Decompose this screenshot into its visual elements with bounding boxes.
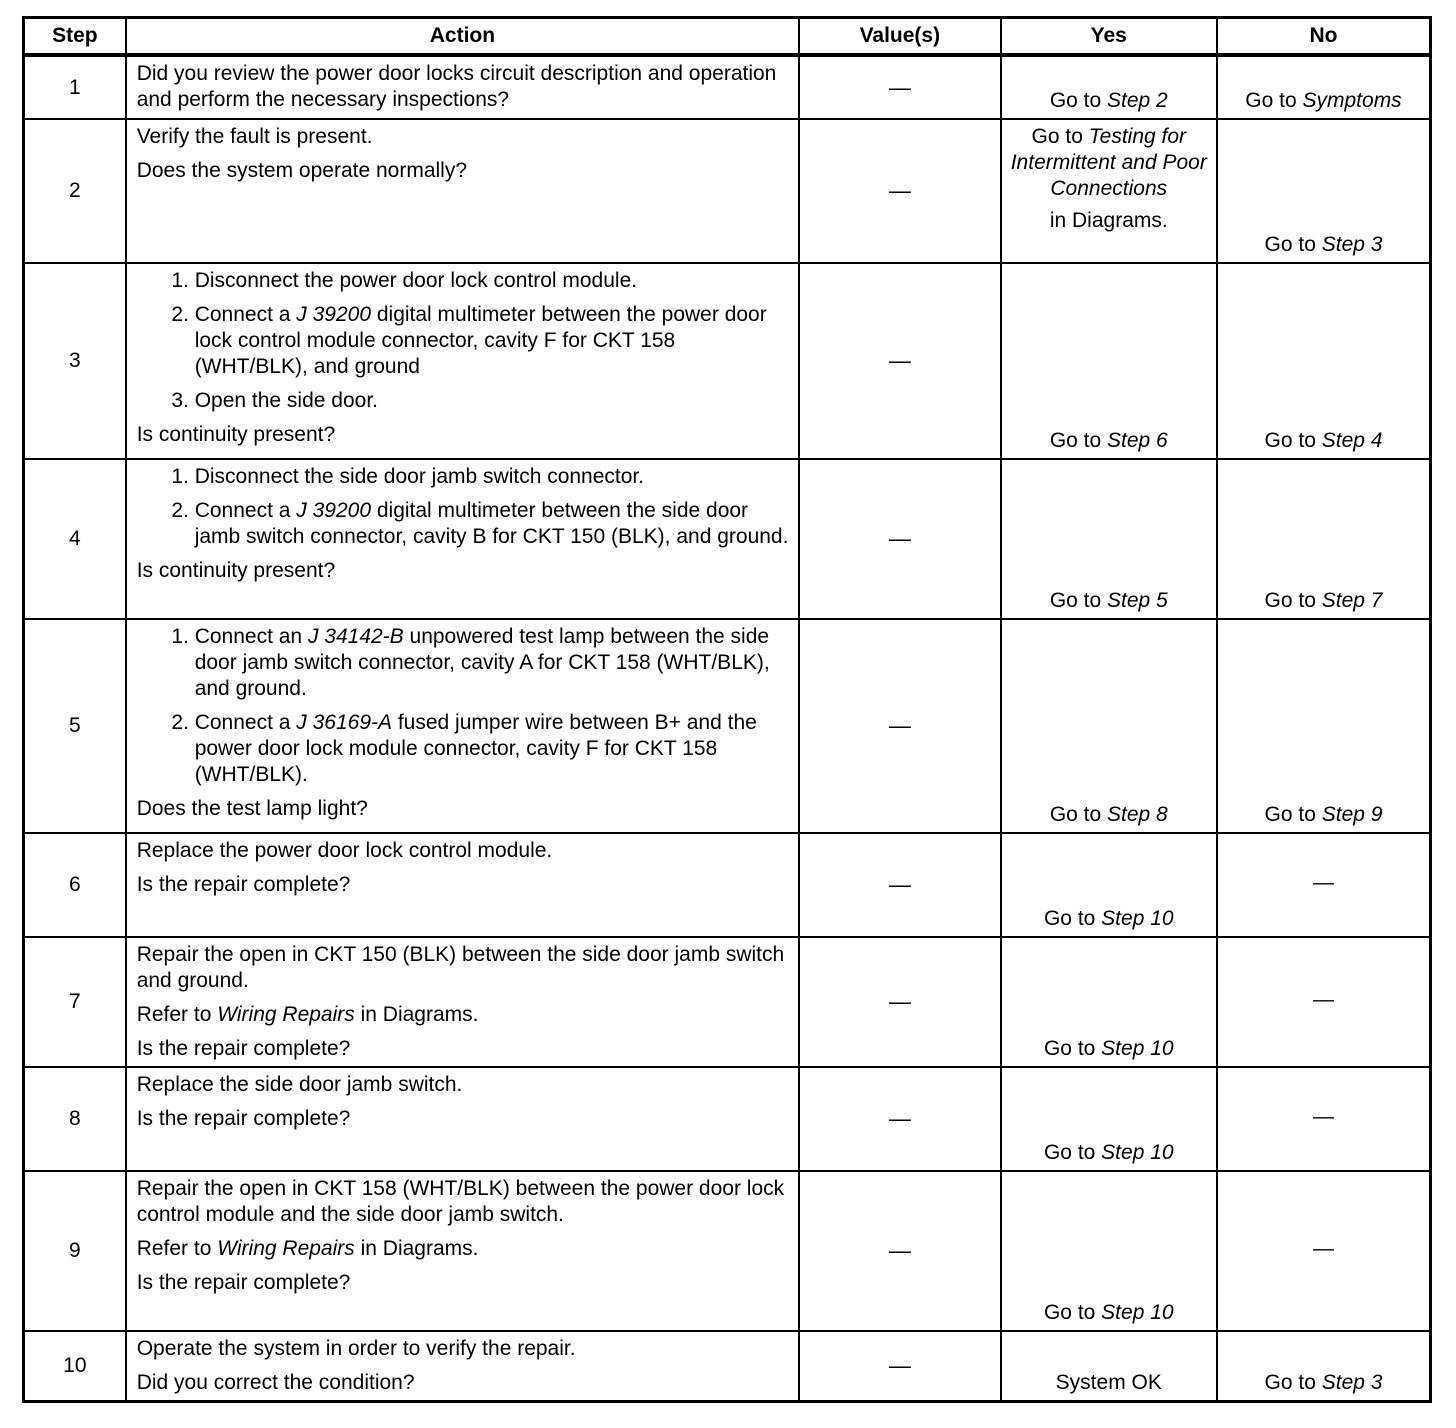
- table-row: [24, 459, 1431, 619]
- text-pre: Go to: [1049, 429, 1108, 452]
- value-cell: —: [799, 55, 1000, 119]
- no-cell: [1217, 263, 1431, 459]
- reference-text: Step 8: [1107, 803, 1168, 826]
- reference-text: Step 10: [1101, 907, 1174, 930]
- value-cell: —: [799, 619, 1000, 833]
- yes-cell: [1001, 55, 1217, 119]
- yes-cell: [1001, 619, 1217, 833]
- action-paragraph: [137, 838, 790, 864]
- text-post: in Diagrams.: [354, 1003, 479, 1026]
- action-step-item: [195, 498, 790, 550]
- action-cell: [126, 1067, 799, 1171]
- reference-text: Step 10: [1101, 1301, 1174, 1324]
- action-cell: [126, 1331, 799, 1402]
- step-number: 3: [24, 263, 126, 459]
- action-paragraph: [137, 1370, 790, 1396]
- reference-text: J 36169-A: [296, 711, 393, 734]
- text: Does the test lamp light?: [136, 797, 368, 820]
- action-paragraph: [137, 1106, 790, 1132]
- yes-cell: [1001, 833, 1217, 937]
- yes-cell: [1001, 119, 1217, 263]
- text-post: in Diagrams.: [354, 1237, 479, 1260]
- text-pre: Go to: [1031, 125, 1089, 148]
- action-step-item: [195, 710, 790, 788]
- action-paragraph: [137, 1002, 790, 1028]
- text: System OK: [1055, 1371, 1162, 1394]
- text-pre: Go to: [1245, 89, 1303, 112]
- action-cell: [126, 833, 799, 937]
- action-step-item: 1. Disconnect the power door lock control module.: [195, 268, 790, 294]
- action-cell: [126, 459, 799, 619]
- step-number: 4: [24, 459, 126, 619]
- no-cell: [1217, 1331, 1431, 1402]
- yes-cell: [1001, 937, 1217, 1067]
- no-cell: [1217, 459, 1431, 619]
- table-row: [24, 1067, 1431, 1171]
- step-number: 7: [24, 937, 126, 1067]
- text-post: digital multimeter between the side door jamb switch connector, cavity B for CKT 150 (BLK), and ground.: [194, 499, 789, 548]
- table-row: [24, 55, 1431, 119]
- action-paragraph: [137, 558, 790, 584]
- reference-text: Step 3: [1321, 233, 1383, 256]
- text-pre: Go to: [1043, 907, 1102, 930]
- step-number: 1: [24, 55, 126, 119]
- text-pre: Go to: [1264, 429, 1322, 452]
- action-step-item: [195, 624, 790, 702]
- action-cell: [126, 119, 799, 263]
- text: Replace the side door jamb switch.: [136, 1073, 463, 1096]
- step-number: 8: [24, 1067, 126, 1171]
- step-number: 6: [24, 833, 126, 937]
- value-cell: —: [799, 833, 1000, 937]
- text-pre: Connect a: [194, 303, 297, 326]
- text: Is the repair complete?: [136, 1107, 351, 1130]
- action-paragraph: [137, 1270, 790, 1296]
- action-steps-list: [137, 464, 790, 550]
- yes-reference: [1002, 124, 1216, 202]
- action-paragraph: [137, 1036, 790, 1062]
- action-cell: [126, 1171, 799, 1331]
- text-pre: Go to: [1264, 589, 1322, 612]
- action-step-item: 3. Open the side door.: [195, 388, 790, 414]
- action-paragraph: [137, 422, 790, 448]
- action-step-item: [195, 302, 790, 380]
- no-cell: [1217, 619, 1431, 833]
- text: Did you correct the condition?: [136, 1371, 415, 1394]
- action-paragraph: [137, 1072, 790, 1098]
- table-row: [24, 119, 1431, 263]
- value-cell: —: [799, 1331, 1000, 1402]
- action-cell: [126, 263, 799, 459]
- action-step-item: 1. Disconnect the side door jamb switch connector.: [195, 464, 790, 490]
- text: Is the repair complete?: [136, 873, 351, 896]
- action-paragraph: [137, 1236, 790, 1262]
- reference-text: Step 3: [1321, 1371, 1383, 1394]
- text-pre: Go to: [1043, 1301, 1102, 1324]
- table-row: [24, 619, 1431, 833]
- text-pre: Go to: [1049, 589, 1108, 612]
- reference-text: Step 9: [1321, 803, 1383, 826]
- text: Is continuity present?: [136, 559, 336, 582]
- yes-cell: [1001, 459, 1217, 619]
- no-cell: —: [1217, 937, 1431, 1067]
- text: Replace the power door lock control module.: [136, 839, 553, 862]
- header-row: [24, 18, 1431, 56]
- text: Does the system operate normally?: [136, 159, 468, 182]
- yes-cell: [1001, 1331, 1217, 1402]
- reference-text: Step 10: [1101, 1141, 1174, 1164]
- header-no: No: [1217, 18, 1431, 56]
- action-paragraph: [137, 1336, 790, 1362]
- action-paragraph: [137, 942, 790, 994]
- action-paragraph: [137, 124, 790, 150]
- text: Repair the open in CKT 150 (BLK) between the side door jamb switch and ground.: [136, 943, 785, 992]
- header-yes: Yes: [1001, 18, 1217, 56]
- table-row: [24, 263, 1431, 459]
- text: Is the repair complete?: [136, 1037, 351, 1060]
- value-cell: —: [799, 1171, 1000, 1331]
- value-cell: —: [799, 937, 1000, 1067]
- table-body: [24, 55, 1431, 1402]
- value-cell: —: [799, 119, 1000, 263]
- table-row: [24, 1331, 1431, 1402]
- text-pre: Connect a: [194, 499, 297, 522]
- reference-text: Step 4: [1321, 429, 1383, 452]
- action-cell: [126, 937, 799, 1067]
- reference-text: Step 6: [1107, 429, 1168, 452]
- diagnostic-table: [22, 16, 1432, 1403]
- text-pre: Refer to: [136, 1237, 218, 1260]
- step-number: 9: [24, 1171, 126, 1331]
- action-paragraph: [137, 872, 790, 898]
- action-steps-list: [137, 268, 790, 414]
- action-paragraph: [137, 796, 790, 822]
- no-cell: —: [1217, 1171, 1431, 1331]
- yes-cell: [1001, 1067, 1217, 1171]
- yes-suffix: [1002, 208, 1216, 234]
- text: Repair the open in CKT 158 (WHT/BLK) between the power door lock control module and the side door jamb switch.: [136, 1177, 785, 1226]
- action-paragraph: [137, 61, 790, 113]
- text-pre: Connect a: [194, 711, 297, 734]
- reference-text: J 34142-B: [307, 625, 404, 648]
- table-row: [24, 937, 1431, 1067]
- reference-text: Wiring Repairs: [217, 1237, 355, 1260]
- no-cell: —: [1217, 1067, 1431, 1171]
- reference-text: Step 2: [1107, 89, 1168, 112]
- action-steps-list: [137, 624, 790, 788]
- reference-text: Step 10: [1101, 1037, 1174, 1060]
- no-cell: [1217, 55, 1431, 119]
- action-paragraph: [137, 1176, 790, 1228]
- text-pre: Refer to: [136, 1003, 218, 1026]
- action-cell: [126, 55, 799, 119]
- text-pre: Go to: [1264, 233, 1322, 256]
- yes-cell: [1001, 263, 1217, 459]
- reference-text: J 39200: [296, 499, 372, 522]
- reference-text: Testing for Intermittent and Poor Connections: [1010, 125, 1207, 200]
- value-cell: —: [799, 459, 1000, 619]
- text-pre: Go to: [1049, 803, 1108, 826]
- text-pre: Go to: [1049, 89, 1108, 112]
- reference-text: Symptoms: [1302, 89, 1402, 112]
- text: Verify the fault is present.: [136, 125, 373, 148]
- value-cell: —: [799, 1067, 1000, 1171]
- reference-text: Wiring Repairs: [217, 1003, 355, 1026]
- yes-cell: [1001, 1171, 1217, 1331]
- text-post: unpowered test lamp between the side door jamb switch connector, cavity A for CKT 158 (WHT/BLK), and ground.: [194, 625, 770, 700]
- text: Operate the system in order to verify the repair.: [136, 1337, 576, 1360]
- table-row: [24, 833, 1431, 937]
- action-cell: [126, 619, 799, 833]
- text: Did you review the power door locks circuit description and operation and perform the necessary inspections?: [136, 62, 777, 111]
- no-cell: —: [1217, 833, 1431, 937]
- text-pre: Go to: [1264, 1371, 1322, 1394]
- text-pre: Go to: [1043, 1141, 1102, 1164]
- step-number: 10: [24, 1331, 126, 1402]
- text-pre: Go to: [1264, 803, 1322, 826]
- reference-text: J 39200: [296, 303, 372, 326]
- reference-text: Step 7: [1321, 589, 1383, 612]
- step-number: 2: [24, 119, 126, 263]
- text-post: digital multimeter between the power door lock control module connector, cavity F for CKT 158 (WHT/BLK), and ground: [194, 303, 767, 378]
- no-cell: [1217, 119, 1431, 263]
- text: Is the repair complete?: [136, 1271, 351, 1294]
- text-pre: Go to: [1043, 1037, 1102, 1060]
- header-action: Action: [126, 18, 799, 56]
- value-cell: —: [799, 263, 1000, 459]
- table-row: [24, 1171, 1431, 1331]
- text-pre: Connect an: [194, 625, 308, 648]
- step-number: 5: [24, 619, 126, 833]
- header-values: Value(s): [799, 18, 1000, 56]
- header-step: Step: [24, 18, 126, 56]
- text: Is continuity present?: [136, 423, 336, 446]
- text-post: fused jumper wire between B+ and the power door lock module connector, cavity F for CKT 158 (WHT/BLK).: [194, 711, 757, 786]
- action-paragraph: [137, 158, 790, 184]
- reference-text: Step 5: [1107, 589, 1168, 612]
- text-post: in Diagrams.: [1049, 209, 1168, 232]
